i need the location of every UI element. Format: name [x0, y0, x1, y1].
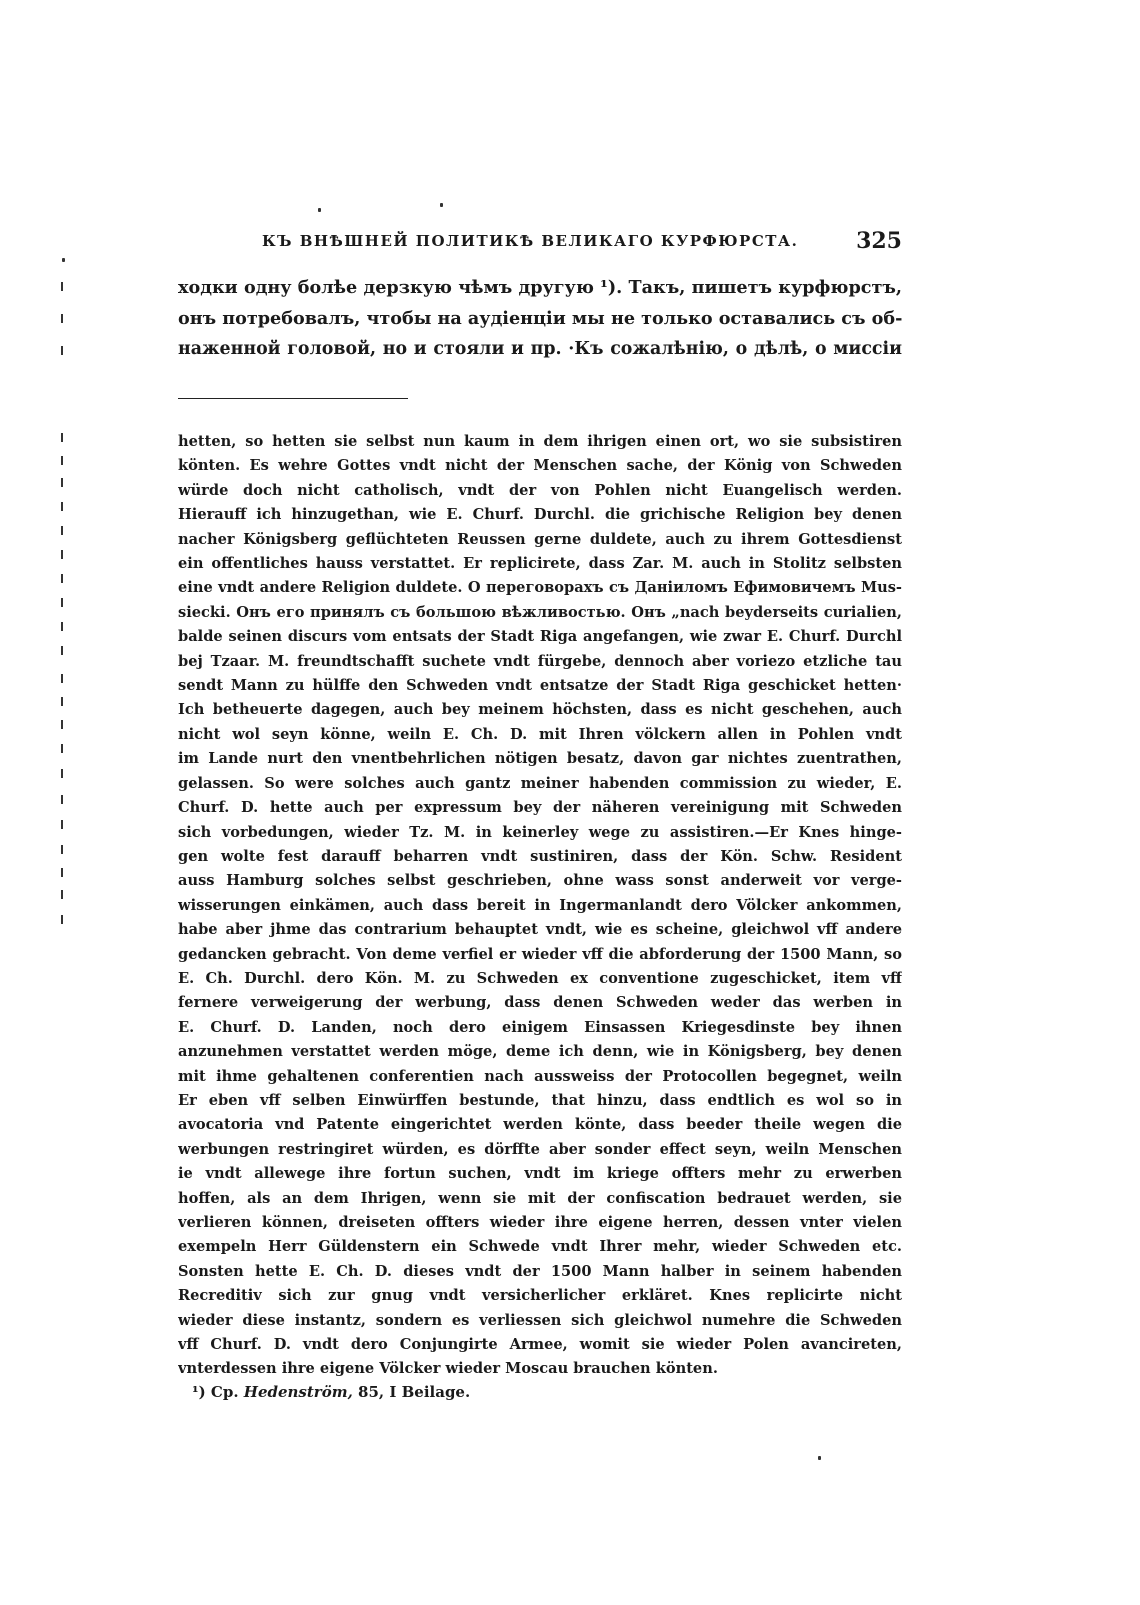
footnote-line: Ich betheuerte dagegen, auch bey meinem höchsten, dass es nicht geschehen, auch: [178, 701, 902, 719]
footnote-line: nicht wol seyn könne, weiln E. Ch. D. mit Ihren völckern allen in Pohlen vndt: [178, 725, 902, 743]
footnote-line: vnterdessen ihre eigene Völcker wieder Moscau brauchen könten.: [178, 1360, 718, 1378]
footnote-line: fernere verweigerung der werbung, dass denen Schweden weder das werben in: [178, 994, 902, 1012]
footnote-line: bej Tzaar. M. freundtschafft suchete vndt fürgebe, dennoch aber voriezo etzliche tau: [178, 652, 902, 670]
footnote-line: im Lande nurt den vnentbehrlichen nötigen besatz, davon gar nichtes zuentrathen,: [178, 750, 902, 768]
footnote-line: Er eben vff selben Einwürffen bestunde, that hinzu, dass endtlich es wol so in: [178, 1091, 902, 1109]
running-header: [262, 228, 902, 258]
footnote-line: Hierauff ich hinzugethan, wie E. Churf. Durchl. die grichische Religion bey denen: [178, 506, 902, 524]
citation-reference: 85, I Beilage.: [358, 1383, 471, 1401]
footnote-line: sendt Mann zu hülffe den Schweden vndt entsatze der Stadt Riga geschicket hetten·: [178, 677, 902, 695]
footnote-line: Recreditiv sich zur gnug vndt versicherlicher erkläret. Knes replicirte nicht: [178, 1287, 902, 1305]
footnote-line: exempeln Herr Güldenstern ein Schwede vndt Ihrer mehr, wieder Schweden etc.: [178, 1238, 902, 1256]
footnote-line: siecki. Онъ его принялъ съ большою вѣжливостью. Онъ „nach beyderseits curialien,: [178, 603, 902, 621]
body-line: онъ потребовалъ, чтобы на аудіенціи мы не только оставались съ об-: [178, 308, 903, 329]
footnote-line: ein offentliches hauss verstattet. Er replicirete, dass Zar. M. auch in Stolitz selbsten: [178, 555, 902, 573]
body-line: наженной головой, но и стояли и пр. ·Къ сожалѣнію, о дѣлѣ, о миссіи: [178, 339, 902, 359]
citation-author: Hedenström,: [243, 1383, 353, 1401]
footnote-line: Churf. D. hette auch per expressum bey der näheren vereinigung mit Schweden: [178, 799, 902, 817]
citation-marker: ¹) Ср.: [192, 1383, 239, 1401]
footnote-line: werbungen restringiret würden, es dörffte aber sonder effect seyn, weiln Menschen: [178, 1140, 902, 1158]
footnote-citation: [192, 1383, 470, 1401]
footnote-line: vff Churf. D. vndt dero Conjungirte Armee, womit sie wieder Polen avancireten,: [178, 1336, 902, 1354]
body-paragraph: [178, 272, 902, 365]
footnote-divider: [178, 398, 408, 399]
body-line: ходки одну болѣе дерзкую чѣмъ другую ¹). Такъ, пишетъ курфюрстъ,: [178, 277, 902, 298]
footnote-line: nacher Königsberg geflüchteten Reussen gerne duldete, auch zu ihrem Gottesdienst: [178, 530, 902, 548]
scan-speck: [318, 208, 321, 212]
footnote-line: wieder diese instantz, sondern es verliessen sich gleichwol numehre die Schweden: [178, 1311, 902, 1329]
footnote-line: wisserungen einkämen, auch dass bereit in Ingermanlandt dero Völcker ankommen,: [178, 896, 902, 914]
header-title: КЪ ВНѢШНЕЙ ПОЛИТИКѢ ВЕЛИКАГО КУРФЮРСТА.: [262, 232, 799, 250]
footnote-line: sich vorbedungen, wieder Tz. M. in keinerley wege zu assistiren.—Er Knes hinge-: [178, 823, 902, 841]
footnote-line: würde doch nicht catholisch, vndt der von Pohlen nicht Euangelisch werden.: [178, 481, 902, 499]
footnote-line: auss Hamburg solches selbst geschrieben, ohne wass sonst anderweit vor verge-: [178, 872, 902, 890]
footnote-line: gedancken gebracht. Von deme verfiel er wieder vff die abforderung der 1500 Mann, so: [178, 945, 902, 963]
footnote-line: E. Ch. Durchl. dero Kön. M. zu Schweden ex conventione zugeschicket, item vff: [178, 969, 902, 987]
footnote-block: [178, 430, 902, 1382]
margin-scan-marks: [58, 0, 70, 1605]
footnote-line: avocatoria vnd Patente eingerichtet werden könte, dass beeder theile wegen die: [178, 1116, 902, 1134]
page-number: 325: [856, 228, 902, 254]
footnote-line: hoffen, als an dem Ihrigen, wenn sie mit der confiscation bedrauet werden, sie: [178, 1189, 902, 1207]
footnote-line: verlieren können, dreiseten offters wieder ihre eigene herren, dessen vnter vielen: [178, 1214, 902, 1231]
footnote-line: gelassen. So were solches auch gantz meiner habenden commission zu wieder, E.: [178, 774, 902, 792]
footnote-line: ie vndt allewege ihre fortun suchen, vndt im kriege offters mehr zu erwerben: [178, 1165, 902, 1183]
footnote-line: gen wolte fest darauff beharren vndt sustiniren, dass der Kön. Schw. Resident: [178, 847, 902, 865]
footnote-line: hetten, so hetten sie selbst nun kaum in dem ihrigen einen ort, wo sie subsistiren: [178, 433, 902, 450]
footnote-line: Sonsten hette E. Ch. D. dieses vndt der 1500 Mann halber in seinem habenden: [178, 1262, 902, 1280]
footnote-line: eine vndt andere Religion duldete. О переговорахъ съ Даніиломъ Ефимовичемъ Mus-: [178, 579, 902, 597]
scan-speck: [818, 1456, 821, 1460]
footnote-line: habe aber jhme das contrarium behauptet vndt, wie es scheine, gleichwol vff andere: [178, 921, 902, 939]
footnote-line: anzunehmen verstattet werden möge, deme ich denn, wie in Königsberg, bey denen: [178, 1043, 902, 1061]
footnote-line: könten. Es wehre Gottes vndt nicht der Menschen sache, der König von Schweden: [178, 457, 902, 475]
footnote-line: E. Churf. D. Landen, noch dero einigem Einsassen Kriegesdinste bey ihnen: [178, 1018, 902, 1036]
footnote-line: mit ihme gehaltenen conferentien nach aussweiss der Protocollen begegnet, weiln: [178, 1067, 902, 1085]
scan-speck: [440, 203, 443, 207]
footnote-line: balde seinen discurs vom entsats der Stadt Riga angefangen, wie zwar E. Churf. Durchl: [178, 628, 902, 646]
